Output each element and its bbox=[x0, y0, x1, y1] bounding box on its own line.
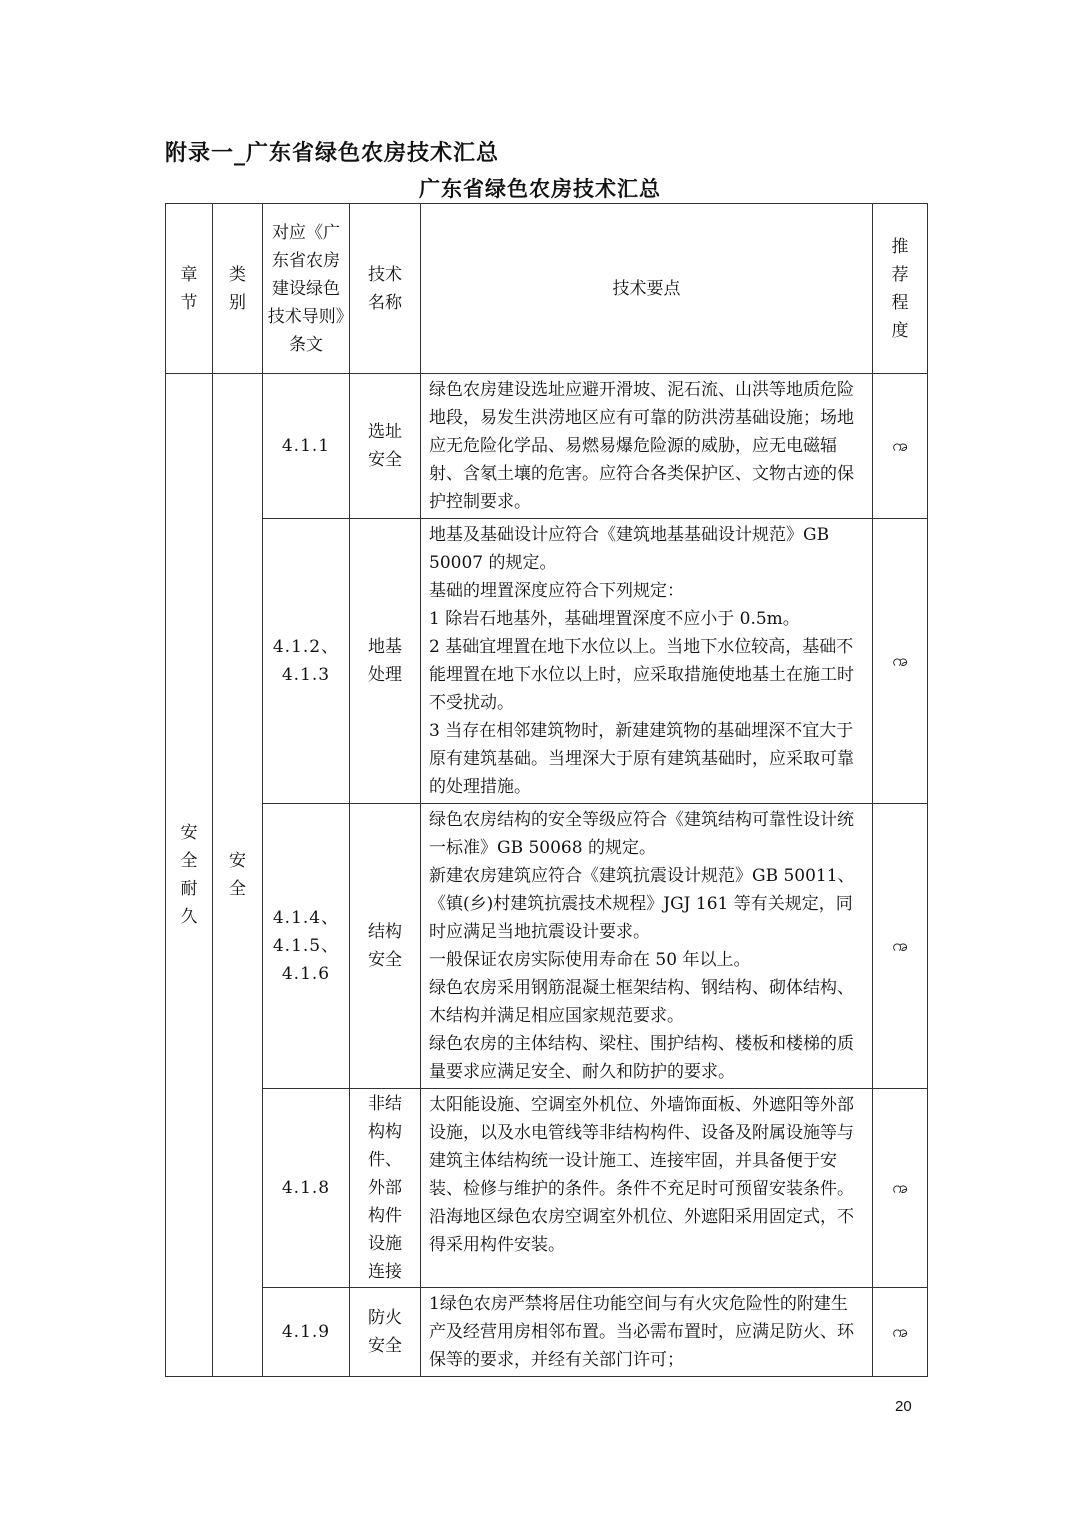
header-recommendation: 推荐程度 bbox=[873, 204, 928, 374]
header-tech-name: 技术名称 bbox=[350, 204, 421, 374]
table-row bbox=[166, 374, 928, 519]
recommendation-cell: ꩠ bbox=[873, 519, 928, 804]
header-category: 类别 bbox=[213, 204, 263, 374]
table-row bbox=[166, 1288, 928, 1377]
table-row bbox=[166, 804, 928, 1089]
tech-name-cell: 非结构构件、外部构件设施连接 bbox=[350, 1089, 421, 1288]
clause-cell: 4.1.8 bbox=[263, 1089, 350, 1288]
header-chapter: 章节 bbox=[166, 204, 213, 374]
table-row bbox=[166, 519, 928, 804]
key-points-cell: 绿色农房结构的安全等级应符合《建筑结构可靠性设计统一标准》GB 50068 的规定。 新建农房建筑应符合《建筑抗震设计规范》GB 50011、《镇(乡)村建筑抗震技术规程》JGJ 161 等有关规定，同时应满足当地抗震设计要求。 一般保证农房实际使用寿命在 50 年以上。 绿色农房采用钢筋混凝土框架结构、钢结构、砌体结构、木结构并满足相应国家规范要求。 绿色农房的主体结构、梁柱、围护结构、楼板和楼梯的质量要求应满足安全、耐久和防护的要求。 bbox=[421, 804, 873, 1089]
key-points-cell: 太阳能设施、空调室外机位、外墙饰面板、外遮阳等外部设施，以及水电管线等非结构构件、设备及附属设施等与建筑主体结构统一设计施工、连接牢固，并具备便于安装、检修与维护的条件。条件不充足时可预留安装条件。沿海地区绿色农房空调室外机位、外遮阳采用固定式，不得采用构件安装。 bbox=[421, 1089, 873, 1288]
recommendation-cell: ꩠ bbox=[873, 804, 928, 1089]
header-row bbox=[166, 204, 928, 374]
recommendation-cell: ꩠ bbox=[873, 1288, 928, 1377]
key-points-cell: 1绿色农房严禁将居住功能空间与有火灾危险性的附建生产及经营用房相邻布置。当必需布置时，应满足防火、环保等的要求，并经有关部门许可； bbox=[421, 1288, 873, 1377]
category-cell: 安全 bbox=[213, 374, 263, 1377]
table-title: 广东省绿色农房技术汇总 bbox=[419, 176, 661, 201]
clause-cell: 4.1.1 bbox=[263, 374, 350, 519]
recommendation-cell: ꩠ bbox=[873, 1089, 928, 1288]
clause-cell: 4.1.2、 4.1.3 bbox=[263, 519, 350, 804]
tech-name-cell: 结构安全 bbox=[350, 804, 421, 1089]
appendix-title: 附录一_广东省绿色农房技术汇总 bbox=[165, 140, 500, 166]
clause-cell: 4.1.9 bbox=[263, 1288, 350, 1377]
clause-cell: 4.1.4、 4.1.5、 4.1.6 bbox=[263, 804, 350, 1089]
tech-name-cell: 选址安全 bbox=[350, 374, 421, 519]
recommendation-cell: ꩠ bbox=[873, 374, 928, 519]
technology-summary-table bbox=[165, 203, 928, 1377]
chapter-cell: 安全耐久 bbox=[166, 374, 213, 1377]
key-points-cell: 地基及基础设计应符合《建筑地基基础设计规范》GB 50007 的规定。 基础的埋置深度应符合下列规定： 1 除岩石地基外，基础埋置深度不应小于 0.5m。 2 基础宜埋置在地下水位以上。当地下水位较高，基础不能埋置在地下水位以上时，应采取措施使地基土在施工时不受扰动。 3 当存在相邻建筑物时，新建建筑物的基础埋深不宜大于原有建筑基础。当埋深大于原有建筑基础时，应采取可靠的处理措施。 bbox=[421, 519, 873, 804]
key-points-cell: 绿色农房建设选址应避开滑坡、泥石流、山洪等地质危险地段，易发生洪涝地区应有可靠的防洪涝基础设施；场地应无危险化学品、易燃易爆危险源的威胁，应无电磁辐射、含氡土壤的危害。应符合各类保护区、文物古迹的保护控制要求。 bbox=[421, 374, 873, 519]
tech-name-cell: 防火安全 bbox=[350, 1288, 421, 1377]
tech-name-cell: 地基处理 bbox=[350, 519, 421, 804]
table-row bbox=[166, 1089, 928, 1288]
header-clause: 对应《广东省农房建设绿色技术导则》条文 bbox=[263, 204, 350, 374]
header-key-points: 技术要点 bbox=[421, 204, 873, 374]
page-number: 20 bbox=[895, 1398, 912, 1415]
